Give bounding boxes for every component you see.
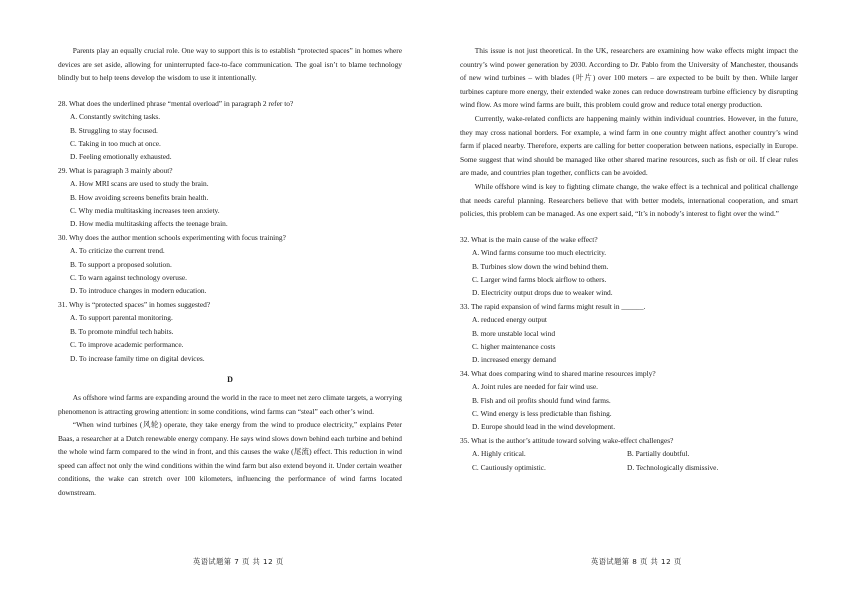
question-stem: 35. What is the author’s attitude toward solving wake-effect challenges? <box>460 435 674 445</box>
option-c: C. Cautiously optimistic. <box>472 462 546 472</box>
option-a: A. How MRI scans are used to study the brain. <box>70 179 209 189</box>
option-d: D. To introduce changes in modern education. <box>70 286 207 296</box>
option-d: D. To increase family time on digital devices. <box>70 353 205 363</box>
question-29 <box>58 164 402 231</box>
option-c: C. Taking in too much at once. <box>70 139 161 148</box>
option-d: D. How media multitasking affects the teenage brain. <box>70 219 228 229</box>
question-stem: 31. Why is “protected spaces” in homes suggested? <box>58 299 211 309</box>
option-c: C. Why media multitasking increases teen anxiety. <box>70 206 220 216</box>
question-32 <box>460 233 798 300</box>
intro-paragraph: Parents play an equally crucial role. One way to support this is to establish “protected spaces” in homes where devices are set aside, allowing for uninterrupted face-to-face communication. The goal isn’t to blame technology blindly but to help teens develop the wisdom to use it intentionally. <box>58 46 402 83</box>
question-stem: 29. What is paragraph 3 mainly about? <box>58 165 173 175</box>
left-page <box>58 44 402 500</box>
option-c: C. higher maintenance costs <box>472 341 556 351</box>
passage-paragraph-5: While offshore wind is key to fighting climate change, the wake effect is a technical and political challenge that needs careful planning. Researchers believe that with better models, international cooperation, and smart policies, this problem can be managed. As one expert said, “It’s in nobody’s interest to fight over the wind.” <box>460 181 798 219</box>
question-stem: 28. What does the underlined phrase “mental overload” in paragraph 2 refer to? <box>58 98 294 108</box>
section-heading: D <box>227 374 233 384</box>
option-d: D. Europe should lead in the wind development. <box>472 422 616 432</box>
option-c: C. Wind energy is less predictable than fishing. <box>472 409 612 418</box>
option-d: D. Feeling emotionally exhausted. <box>70 152 172 162</box>
passage-paragraph-3: This issue is not just theoretical. In the UK, researchers are examining how wake effects might impact the country’s wind power generation by 2030. According to Dr. Pablo from the University of Manchester, thousands of new wind turbines – with blades (叶片) over 100 meters – are expected to be built by then. While larger turbines capture more energy, their extended wake zones can reduce downstream turbine efficiency by disrupting wind flow. As more wind farms are built, this problem could grow and reduce total energy production. <box>460 46 798 110</box>
option-a: A. To criticize the current trend. <box>70 246 165 256</box>
option-a: A. reduced energy output <box>472 315 547 325</box>
option-c: C. Larger wind farms block airflow to others. <box>472 274 607 284</box>
option-a: A. Joint rules are needed for fair wind use. <box>472 382 599 392</box>
option-c: C. To improve academic performance. <box>70 340 184 350</box>
question-33 <box>460 300 798 367</box>
option-a: A. Highly critical. <box>472 449 526 459</box>
page-footer-left: 英语试题第 7 页 共 12 页 <box>193 557 284 566</box>
question-28 <box>58 97 402 164</box>
option-c: C. To warn against technology overuse. <box>70 273 187 283</box>
question-stem: 32. What is the main cause of the wake effect? <box>460 234 598 244</box>
option-b: B. To support a proposed solution. <box>70 259 172 269</box>
option-b: B. How avoiding screens benefits brain health. <box>70 192 209 202</box>
question-stem: 30. Why does the author mention schools experimenting with focus training? <box>58 232 286 242</box>
option-b: B. To promote mindful tech habits. <box>70 326 174 336</box>
question-35 <box>460 434 798 474</box>
passage-paragraph-1: As offshore wind farms are expanding around the world in the race to meet net zero climate targets, a worrying phenomenon is attracting growing attention: in some conditions, wind farms can “steal” each other’s wind. <box>58 392 402 416</box>
option-b: B. Partially doubtful. <box>627 449 690 459</box>
option-b: B. Turbines slow down the wind behind them. <box>472 261 609 271</box>
option-a: A. Wind farms consume too much electricity. <box>472 248 607 258</box>
question-31 <box>58 298 402 365</box>
passage-paragraph-4: Currently, wake-related conflicts are happening mainly within individual countries. However, in the future, they may cross national borders. For example, a wind farm in one country might affect another country’s wind farm if placed nearby. Therefore, experts are calling for better cooperation between nations, especially in Europe. Some suggest that wind should be managed like other shared marine resources, such as fish or oil. If clear rules are made, and countries plan together, conflicts can be avoided. <box>460 113 798 178</box>
option-a: A. To support parental monitoring. <box>70 313 173 323</box>
page-footer-right: 英语试题第 8 页 共 12 页 <box>591 557 682 566</box>
option-d: D. Electricity output drops due to weaker wind. <box>472 288 613 298</box>
option-b: B. Struggling to stay focused. <box>70 125 158 135</box>
question-30 <box>58 231 402 298</box>
option-d: D. increased energy demand <box>472 355 556 365</box>
option-b: B. more unstable local wind <box>472 328 556 338</box>
option-b: B. Fish and oil profits should fund wind farms. <box>472 395 611 405</box>
question-stem: 34. What does comparing wind to shared marine resources imply? <box>460 368 656 378</box>
right-page <box>460 44 798 474</box>
option-a: A. Constantly switching tasks. <box>70 112 161 122</box>
passage-paragraph-2: “When wind turbines (风轮) operate, they take energy from the wind to produce electricity,” explains Peter Baas, a researcher at a Dutch renewable energy company. He says wind slows down behind each turbine and behind the whole wind farm compared to the wind in front, and this causes the wake (尾流) effect. This reduction in wind speed can affect not only the wind conditions within the wind farm but also extend beyond it. Under certain weather conditions, the wake can stretch over 100 kilometers, influencing the performance of wind farms located downstream. <box>58 420 402 498</box>
question-34 <box>460 367 798 434</box>
option-row <box>472 461 798 474</box>
option-d: D. Technologically dismissive. <box>627 462 719 472</box>
question-stem: 33. The rapid expansion of wind farms might result in ______. <box>460 301 646 311</box>
option-row <box>472 447 798 460</box>
